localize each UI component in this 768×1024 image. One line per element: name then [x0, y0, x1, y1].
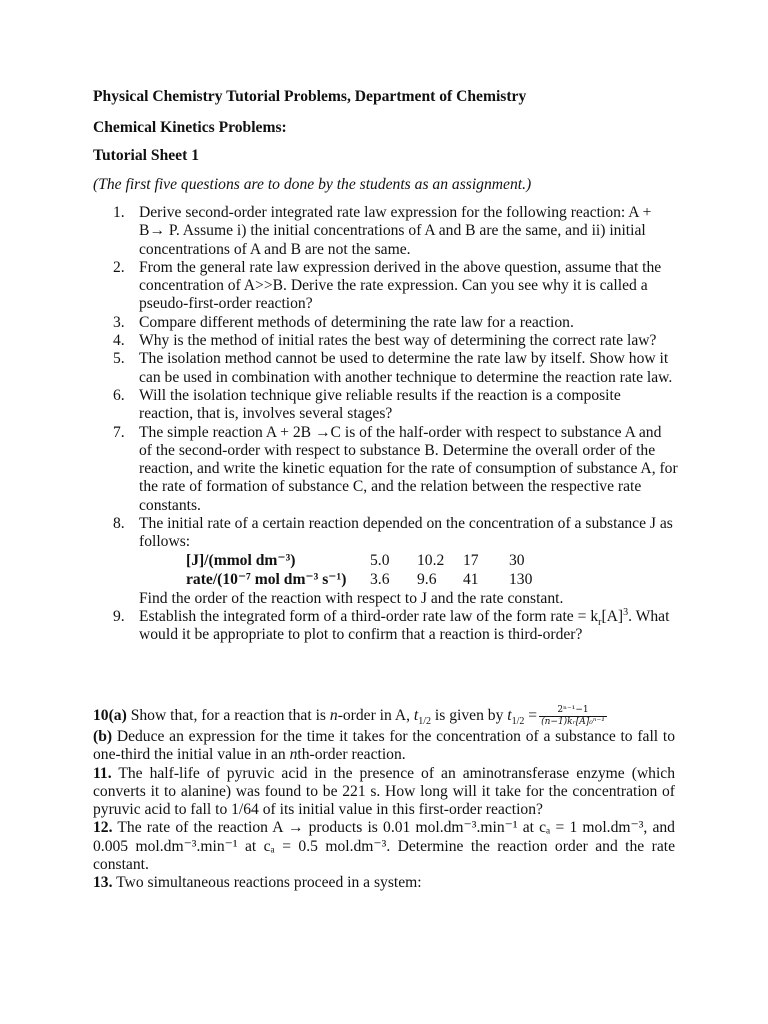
question-number: 13. — [93, 874, 113, 892]
question-4 — [113, 332, 678, 350]
table-row — [186, 552, 532, 571]
table-cell: 30 — [509, 551, 525, 569]
question-number: 3. — [113, 313, 125, 331]
question-number: 1. — [113, 204, 125, 221]
equals-sign: = — [524, 707, 538, 725]
variable: n — [289, 746, 298, 764]
question-text: Derive second-order integrated rate law expression for the following reaction: A + B→ P. Assume i) the initial concentrations of A and B are the same, and ii) initial concentrations of A and B are not the same. — [139, 204, 652, 258]
question-text: [A] — [601, 607, 624, 625]
question-text: is given by — [431, 707, 508, 725]
question-10b — [93, 728, 675, 765]
fraction-numerator: 2ⁿ⁻¹−1 — [539, 705, 607, 717]
question-13 — [93, 874, 675, 892]
question-number: 10(a) — [93, 707, 127, 725]
question-text: . What would it be appropriate to plot to confirm that a reaction is third-order? — [139, 607, 670, 644]
table-cell: 5.0 — [370, 551, 390, 569]
concentration-rate-table — [186, 552, 532, 590]
table-cell: 3.6 — [370, 570, 390, 588]
subscript: 1/2 — [418, 716, 432, 728]
question-text: The rate of the reaction A → products is 0.01 mol.dm⁻³.min⁻¹ at cₐ = 1 mol.dm⁻³, and 0.005 mol.dm⁻³.min⁻¹ at cₐ = 0.5 mol.dm⁻³. Determine the reaction order and the rate constant. — [93, 819, 675, 874]
question-text: The initial rate of a certain reaction depended on the concentration of a substance J as follows: — [139, 515, 673, 551]
variable: n — [329, 707, 338, 725]
question-7 — [113, 424, 678, 515]
table-cell: 10.2 — [417, 551, 445, 569]
question-text: Deduce an expression for the time it takes for the concentration of a substance to fall to one-third the initial value in an — [93, 728, 675, 764]
question-number: 8. — [113, 515, 125, 533]
question-11 — [93, 765, 675, 820]
question-number: 12. — [93, 819, 113, 837]
table-row-label: [J]/(mmol dm⁻³) — [186, 551, 296, 569]
question-number: 7. — [113, 423, 125, 441]
table-cell: 130 — [509, 570, 533, 588]
table-cell: 41 — [463, 570, 479, 588]
question-text: Why is the method of initial rates the best way of determining the correct rate law? — [139, 332, 657, 350]
question-text: th-order reaction. — [297, 746, 406, 764]
superscript: 3 — [623, 606, 629, 618]
document-title: Physical Chemistry Tutorial Problems, Department of Chemistry — [93, 88, 527, 105]
table-row-label: rate/(10⁻⁷ mol dm⁻³ s⁻¹) — [186, 570, 347, 588]
question-text: Will the isolation technique give reliable results if the reaction is a composite reaction, that is, involves several stages? — [139, 386, 621, 423]
subscript: 1/2 — [511, 716, 525, 728]
question-number: 9. — [113, 607, 125, 625]
question-number: (b) — [93, 728, 113, 745]
question-text: The simple reaction A + 2B →C is of the half-order with respect to substance A and of the second-order with respect to substance B. Determine the overall order of the reaction, and write the kinetic equation for the rate of consumption of substance A, for the rate of formation of substance C, and the relation between the respective rate constants. — [139, 423, 678, 514]
question-3 — [113, 314, 678, 332]
question-number: 11. — [93, 764, 112, 782]
question-number: 2. — [113, 258, 125, 276]
sheet-title: Tutorial Sheet 1 — [93, 147, 199, 164]
subscript: r — [598, 617, 602, 629]
question-text: The half-life of pyruvic acid in the presence of an aminotransferase enzyme (which converts it to alanine) was found to be 221 s. How long will it take for the concentration of pyruvic acid to fall to 1/64 of its initial value in this first-order reaction? — [93, 764, 675, 819]
question-list — [113, 204, 678, 645]
question-number: 4. — [113, 332, 125, 350]
table-cell: 17 — [463, 551, 479, 569]
question-10a — [93, 705, 675, 728]
question-number: 5. — [113, 350, 125, 368]
question-5 — [113, 350, 678, 387]
table-cell: 9.6 — [417, 570, 437, 588]
question-12 — [93, 819, 675, 874]
question-6 — [113, 387, 678, 424]
question-9 — [113, 608, 678, 645]
variable: t — [413, 707, 419, 725]
question-text: Two simultaneous reactions proceed in a system: — [116, 874, 422, 892]
half-life-fraction — [539, 705, 607, 728]
table-row — [186, 571, 532, 590]
question-text: Establish the integrated form of a third-order rate law of the form rate = k — [139, 607, 599, 625]
question-2 — [113, 259, 678, 314]
question-8 — [113, 515, 678, 608]
question-text: Show that, for a reaction that is — [130, 707, 330, 725]
question-1 — [113, 204, 678, 259]
question-number: 6. — [113, 386, 125, 404]
question-text: From the general rate law expression derived in the above question, assume that the concentration of A>>B. Derive the rate expression. Can you see why it is called a pseudo-first-order reaction? — [139, 258, 662, 313]
question-text: The isolation method cannot be used to determine the rate law by itself. Show how it can be used in combination with another technique to determine the reaction rate law. — [139, 350, 673, 386]
variable: t — [507, 707, 512, 725]
question-text: Compare different methods of determining the rate law for a reaction. — [139, 313, 574, 331]
question-followup: Find the order of the reaction with respect to J and the rate constant. — [139, 589, 564, 607]
extended-questions — [93, 705, 675, 893]
question-text: -order in A, — [337, 707, 414, 725]
fraction-denominator: (n−1)kᵣ[A]₀ⁿ⁻¹ — [541, 717, 605, 727]
section-title: Chemical Kinetics Problems: — [93, 119, 287, 136]
assignment-note: (The first five questions are to done by the students as an assignment.) — [93, 176, 532, 193]
